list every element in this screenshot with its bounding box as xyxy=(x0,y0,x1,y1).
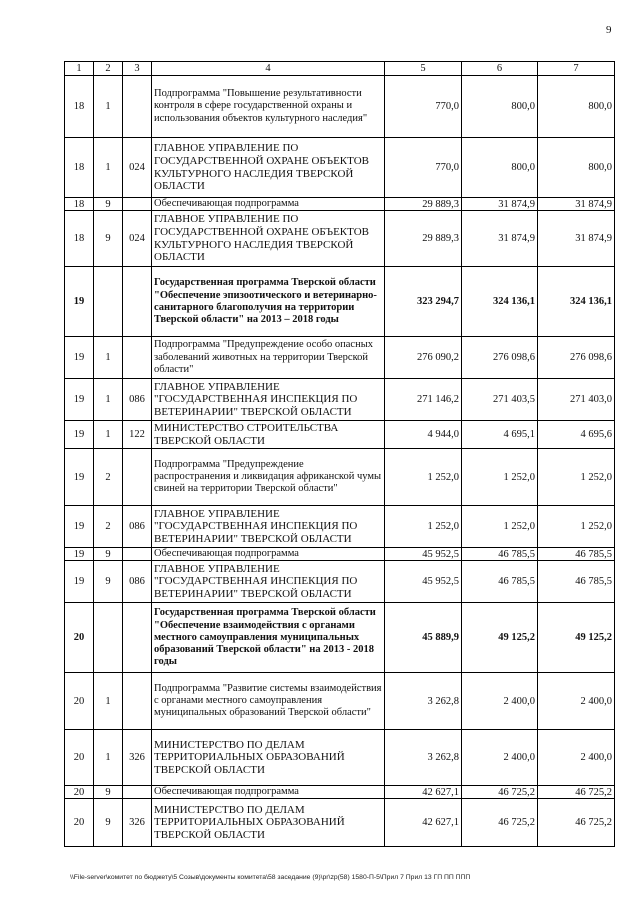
cell-value-2018: 31 874,9 xyxy=(462,198,538,211)
table-row xyxy=(65,267,615,337)
cell-program-code: 20 xyxy=(65,603,94,673)
cell-name: Обеспечивающая подпрограмма xyxy=(152,548,385,561)
cell-subprogram-code: 9 xyxy=(94,786,123,799)
header-cell: 6 xyxy=(462,62,538,76)
cell-name: ГЛАВНОЕ УПРАВЛЕНИЕ "ГОСУДАРСТВЕННАЯ ИНСПЕКЦИЯ ПО ВЕТЕРИНАРИИ" ТВЕРСКОЙ ОБЛАСТИ xyxy=(152,561,385,603)
cell-program-code: 19 xyxy=(65,379,94,421)
table-row xyxy=(65,730,615,786)
cell-program-code: 18 xyxy=(65,198,94,211)
cell-value-2017: 29 889,3 xyxy=(385,211,462,267)
cell-value-2017: 42 627,1 xyxy=(385,786,462,799)
cell-value-2019: 2 400,0 xyxy=(538,673,615,730)
cell-value-2019: 271 403,0 xyxy=(538,379,615,421)
cell-name: Государственная программа Тверской области "Обеспечение взаимодействия с органами местного самоуправления муниципальных образований Тверской области" на 2013 - 2018 годы xyxy=(152,603,385,673)
cell-value-2019: 46 785,5 xyxy=(538,561,615,603)
cell-subprogram-code: 9 xyxy=(94,548,123,561)
cell-admin-code xyxy=(123,267,152,337)
cell-subprogram-code: 2 xyxy=(94,506,123,548)
cell-program-code: 19 xyxy=(65,267,94,337)
header-row xyxy=(65,62,615,76)
cell-value-2019: 46 725,2 xyxy=(538,786,615,799)
table-row xyxy=(65,799,615,847)
cell-value-2018: 46 725,2 xyxy=(462,786,538,799)
table-row xyxy=(65,603,615,673)
cell-subprogram-code: 1 xyxy=(94,730,123,786)
cell-value-2017: 3 262,8 xyxy=(385,730,462,786)
cell-value-2017: 276 090,2 xyxy=(385,337,462,379)
cell-program-code: 20 xyxy=(65,786,94,799)
cell-name: МИНИСТЕРСТВО ПО ДЕЛАМ ТЕРРИТОРИАЛЬНЫХ ОБРАЗОВАНИЙ ТВЕРСКОЙ ОБЛАСТИ xyxy=(152,799,385,847)
table-row xyxy=(65,673,615,730)
budget-table xyxy=(64,61,615,847)
table-row xyxy=(65,198,615,211)
cell-program-code: 20 xyxy=(65,730,94,786)
cell-value-2018: 49 125,2 xyxy=(462,603,538,673)
cell-admin-code: 086 xyxy=(123,379,152,421)
cell-name: ГЛАВНОЕ УПРАВЛЕНИЕ ПО ГОСУДАРСТВЕННОЙ ОХРАНЕ ОБЪЕКТОВ КУЛЬТУРНОГО НАСЛЕДИЯ ТВЕРСКОЙ ОБЛАСТИ xyxy=(152,138,385,198)
cell-program-code: 18 xyxy=(65,138,94,198)
cell-value-2017: 770,0 xyxy=(385,138,462,198)
cell-value-2019: 276 098,6 xyxy=(538,337,615,379)
cell-name: Подпрограмма "Предупреждение особо опасных заболеваний животных на территории Тверской области" xyxy=(152,337,385,379)
cell-value-2019: 49 125,2 xyxy=(538,603,615,673)
cell-value-2019: 800,0 xyxy=(538,76,615,138)
cell-value-2018: 800,0 xyxy=(462,138,538,198)
table-row xyxy=(65,138,615,198)
cell-admin-code: 326 xyxy=(123,730,152,786)
cell-value-2019: 46 785,5 xyxy=(538,548,615,561)
cell-value-2018: 46 785,5 xyxy=(462,561,538,603)
cell-name: МИНИСТЕРСТВО ПО ДЕЛАМ ТЕРРИТОРИАЛЬНЫХ ОБРАЗОВАНИЙ ТВЕРСКОЙ ОБЛАСТИ xyxy=(152,730,385,786)
cell-subprogram-code: 1 xyxy=(94,76,123,138)
cell-value-2019: 1 252,0 xyxy=(538,506,615,548)
cell-value-2019: 31 874,9 xyxy=(538,198,615,211)
cell-program-code: 19 xyxy=(65,449,94,506)
cell-name: Подпрограмма "Повышение результативности контроля в сфере государственной охраны и использования объектов культурного наследия" xyxy=(152,76,385,138)
cell-name: Обеспечивающая подпрограмма xyxy=(152,786,385,799)
header-cell: 1 xyxy=(65,62,94,76)
cell-value-2019: 800,0 xyxy=(538,138,615,198)
cell-value-2018: 271 403,5 xyxy=(462,379,538,421)
cell-program-code: 19 xyxy=(65,421,94,449)
cell-subprogram-code: 9 xyxy=(94,198,123,211)
cell-name: ГЛАВНОЕ УПРАВЛЕНИЕ "ГОСУДАРСТВЕННАЯ ИНСПЕКЦИЯ ПО ВЕТЕРИНАРИИ" ТВЕРСКОЙ ОБЛАСТИ xyxy=(152,506,385,548)
cell-value-2018: 2 400,0 xyxy=(462,673,538,730)
cell-subprogram-code: 1 xyxy=(94,138,123,198)
cell-name: Государственная программа Тверской области "Обеспечение эпизоотического и ветеринарно-санитарного благополучия на территории Тверской области" на 2013 – 2018 годы xyxy=(152,267,385,337)
cell-admin-code: 086 xyxy=(123,506,152,548)
header-cell: 5 xyxy=(385,62,462,76)
cell-program-code: 19 xyxy=(65,561,94,603)
cell-value-2017: 770,0 xyxy=(385,76,462,138)
cell-subprogram-code xyxy=(94,267,123,337)
cell-name: Подпрограмма "Предупреждение распространения и ликвидация африканской чумы свиней на территории Тверской области" xyxy=(152,449,385,506)
cell-value-2018: 31 874,9 xyxy=(462,211,538,267)
cell-value-2018: 46 725,2 xyxy=(462,799,538,847)
cell-name: Подпрограмма "Развитие системы взаимодействия с органами местного самоуправления муниципальных образований Тверской области" xyxy=(152,673,385,730)
cell-value-2018: 324 136,1 xyxy=(462,267,538,337)
cell-admin-code xyxy=(123,449,152,506)
cell-subprogram-code: 9 xyxy=(94,561,123,603)
cell-value-2017: 42 627,1 xyxy=(385,799,462,847)
cell-subprogram-code: 9 xyxy=(94,799,123,847)
cell-value-2017: 29 889,3 xyxy=(385,198,462,211)
cell-value-2017: 3 262,8 xyxy=(385,673,462,730)
cell-value-2017: 323 294,7 xyxy=(385,267,462,337)
cell-value-2018: 46 785,5 xyxy=(462,548,538,561)
table-row xyxy=(65,449,615,506)
cell-value-2017: 1 252,0 xyxy=(385,449,462,506)
table-row xyxy=(65,421,615,449)
cell-admin-code xyxy=(123,198,152,211)
table-row xyxy=(65,786,615,799)
header-cell: 4 xyxy=(152,62,385,76)
cell-program-code: 19 xyxy=(65,337,94,379)
cell-value-2017: 4 944,0 xyxy=(385,421,462,449)
table-row xyxy=(65,506,615,548)
cell-subprogram-code xyxy=(94,603,123,673)
cell-admin-code: 326 xyxy=(123,799,152,847)
cell-value-2017: 45 889,9 xyxy=(385,603,462,673)
table-row xyxy=(65,561,615,603)
header-cell: 3 xyxy=(123,62,152,76)
table-row xyxy=(65,379,615,421)
cell-subprogram-code: 1 xyxy=(94,673,123,730)
footer-file-path: \\File-server\комитет по бюджету\5 Созыв\документы комитета\58 заседание (9)\pr\zp(58) 1580-П-5\Прил 7 Прил 13 ГП ПП ППП xyxy=(70,874,471,881)
cell-admin-code: 024 xyxy=(123,138,152,198)
cell-admin-code: 086 xyxy=(123,561,152,603)
cell-admin-code: 122 xyxy=(123,421,152,449)
cell-program-code: 18 xyxy=(65,211,94,267)
cell-subprogram-code: 1 xyxy=(94,337,123,379)
table-body xyxy=(65,76,615,847)
cell-value-2018: 1 252,0 xyxy=(462,449,538,506)
table-row xyxy=(65,211,615,267)
cell-value-2019: 4 695,6 xyxy=(538,421,615,449)
cell-subprogram-code: 2 xyxy=(94,449,123,506)
cell-name: ГЛАВНОЕ УПРАВЛЕНИЕ ПО ГОСУДАРСТВЕННОЙ ОХРАНЕ ОБЪЕКТОВ КУЛЬТУРНОГО НАСЛЕДИЯ ТВЕРСКОЙ ОБЛАСТИ xyxy=(152,211,385,267)
cell-name: Обеспечивающая подпрограмма xyxy=(152,198,385,211)
cell-value-2019: 324 136,1 xyxy=(538,267,615,337)
cell-program-code: 19 xyxy=(65,506,94,548)
cell-value-2018: 276 098,6 xyxy=(462,337,538,379)
cell-value-2019: 2 400,0 xyxy=(538,730,615,786)
cell-value-2017: 1 252,0 xyxy=(385,506,462,548)
cell-value-2019: 1 252,0 xyxy=(538,449,615,506)
cell-admin-code xyxy=(123,548,152,561)
table-row xyxy=(65,337,615,379)
table-row xyxy=(65,548,615,561)
header-cell: 2 xyxy=(94,62,123,76)
cell-program-code: 18 xyxy=(65,76,94,138)
cell-admin-code xyxy=(123,76,152,138)
cell-value-2018: 2 400,0 xyxy=(462,730,538,786)
cell-subprogram-code: 9 xyxy=(94,211,123,267)
cell-program-code: 19 xyxy=(65,548,94,561)
table-row xyxy=(65,76,615,138)
cell-name: ГЛАВНОЕ УПРАВЛЕНИЕ "ГОСУДАРСТВЕННАЯ ИНСПЕКЦИЯ ПО ВЕТЕРИНАРИИ" ТВЕРСКОЙ ОБЛАСТИ xyxy=(152,379,385,421)
cell-value-2018: 1 252,0 xyxy=(462,506,538,548)
cell-program-code: 20 xyxy=(65,673,94,730)
cell-subprogram-code: 1 xyxy=(94,421,123,449)
cell-value-2019: 31 874,9 xyxy=(538,211,615,267)
cell-admin-code: 024 xyxy=(123,211,152,267)
cell-program-code: 20 xyxy=(65,799,94,847)
header-cell: 7 xyxy=(538,62,615,76)
cell-admin-code xyxy=(123,786,152,799)
cell-value-2017: 45 952,5 xyxy=(385,561,462,603)
cell-subprogram-code: 1 xyxy=(94,379,123,421)
page-number: 9 xyxy=(606,24,612,36)
cell-admin-code xyxy=(123,673,152,730)
cell-value-2017: 271 146,2 xyxy=(385,379,462,421)
cell-value-2018: 4 695,1 xyxy=(462,421,538,449)
cell-admin-code xyxy=(123,603,152,673)
cell-admin-code xyxy=(123,337,152,379)
cell-value-2018: 800,0 xyxy=(462,76,538,138)
cell-name: МИНИСТЕРСТВО СТРОИТЕЛЬСТВА ТВЕРСКОЙ ОБЛАСТИ xyxy=(152,421,385,449)
cell-value-2017: 45 952,5 xyxy=(385,548,462,561)
cell-value-2019: 46 725,2 xyxy=(538,799,615,847)
